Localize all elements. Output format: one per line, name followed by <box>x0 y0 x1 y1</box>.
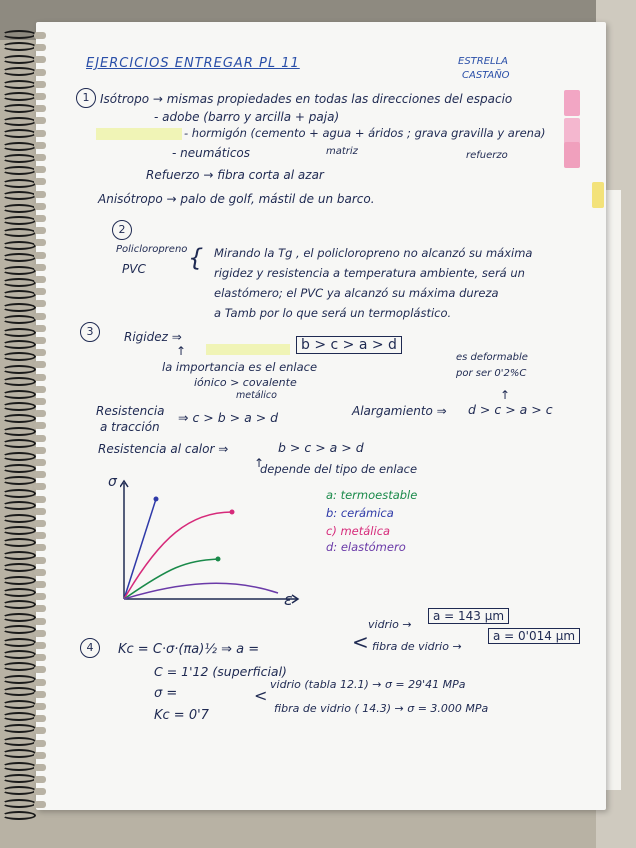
spiral-ring <box>2 638 36 647</box>
ex3-calor-order: b > c > a > d <box>278 440 364 455</box>
ex4-kc-line: Kc = 0'7 <box>154 708 209 723</box>
spiral-ring <box>2 427 36 436</box>
exercise-number-4: 4 <box>80 638 100 658</box>
ex3-resist-label-2: a tracción <box>100 420 160 434</box>
spiral-ring <box>2 700 36 709</box>
spiral-ring <box>2 402 36 411</box>
ex4-vidrio-label: vidrio → <box>368 618 412 631</box>
ex3-rigidez-label: Rigidez ⇒ <box>124 330 182 344</box>
legend-c: c) metálica <box>326 524 391 538</box>
spiral-ring <box>2 166 36 175</box>
spiral-ring <box>2 80 36 89</box>
punch-hole <box>34 752 46 759</box>
punch-hole <box>34 166 46 173</box>
punch-hole <box>34 178 46 185</box>
spiral-ring <box>2 266 36 275</box>
punch-hole <box>34 496 46 503</box>
punch-hole <box>34 801 46 808</box>
highlight-mark <box>96 128 182 140</box>
punch-hole <box>34 483 46 490</box>
spiral-ring <box>2 774 36 783</box>
punch-hole <box>34 203 46 210</box>
punch-hole <box>34 288 46 295</box>
spiral-ring <box>2 551 36 560</box>
punch-hole <box>34 337 46 344</box>
spiral-ring <box>2 737 36 746</box>
spiral-ring <box>2 687 36 696</box>
punch-hole <box>34 325 46 332</box>
ex3-resist-label-1: Resistencia <box>96 404 165 418</box>
punch-hole <box>34 227 46 234</box>
spiral-ring <box>2 377 36 386</box>
punch-hole <box>34 764 46 771</box>
punch-hole <box>34 691 46 698</box>
punch-hole <box>34 130 46 137</box>
punch-hole <box>34 459 46 466</box>
axis-label-x: ε <box>284 590 293 609</box>
sticky-tab-pink <box>564 90 580 116</box>
punch-hole <box>34 142 46 149</box>
punch-hole <box>34 398 46 405</box>
ex3-alarg-label: Alargamiento ⇒ <box>352 404 447 418</box>
ex1-refuerzo: Refuerzo → fibra corta al azar <box>146 168 324 182</box>
ex3-calor-note: depende del tipo de enlace <box>260 462 418 476</box>
spiral-ring <box>2 514 36 523</box>
spiral-ring <box>2 104 36 113</box>
spiral-ring <box>2 278 36 287</box>
spiral-ring <box>2 662 36 671</box>
spiral-ring <box>2 191 36 200</box>
spiral-ring <box>2 811 36 820</box>
spiral-ring <box>2 228 36 237</box>
punch-hole <box>34 435 46 442</box>
punch-hole <box>34 630 46 637</box>
punch-hole <box>34 422 46 429</box>
point-a-termoestable <box>216 557 221 562</box>
spiral-ring <box>2 414 36 423</box>
spiral-ring <box>2 613 36 622</box>
punch-hole <box>34 715 46 722</box>
ex3-deform-1: es deformable <box>456 352 528 363</box>
ex1-hormigon: - hormigón (cemento + agua + áridos ; grava gravilla y arena) <box>184 126 546 140</box>
arrow-up: ↑ <box>500 388 511 402</box>
ex3-note-3: metálico <box>236 390 277 401</box>
spiral-ring <box>2 328 36 337</box>
ex2-line-3: elastómero; el PVC ya alcanzó su máxima dureza <box>214 286 499 300</box>
spiral-ring <box>2 340 36 349</box>
punch-hole <box>34 44 46 51</box>
spiral-ring <box>2 253 36 262</box>
point-c-metalica <box>230 510 235 515</box>
punch-hole <box>34 386 46 393</box>
ex4-sigma-fibra: fibra de vidrio ( 14.3) → σ = 3.000 MPa <box>274 702 489 715</box>
spiral-ring <box>2 303 36 312</box>
punch-hole <box>34 727 46 734</box>
punch-hole <box>34 410 46 417</box>
spiral-ring <box>2 538 36 547</box>
punch-hole <box>34 520 46 527</box>
ex3-note-1: la importancia es el enlace <box>162 360 318 374</box>
punch-hole <box>34 776 46 783</box>
spiral-ring <box>2 179 36 188</box>
ex4-fibra-value: a = 0'014 μm <box>488 628 580 644</box>
spiral-ring <box>2 55 36 64</box>
ex4-sigma-vidrio: vidrio (tabla 12.1) → σ = 29'41 MPa <box>270 678 466 691</box>
punch-hole <box>34 361 46 368</box>
punch-hole <box>34 642 46 649</box>
punch-hole <box>34 300 46 307</box>
ex3-deform-2: por ser 0'2%C <box>456 368 527 379</box>
spiral-ring <box>2 501 36 510</box>
curve-a-termoestable <box>124 559 218 599</box>
spiral-ring <box>2 390 36 399</box>
highlight-mark <box>206 344 290 355</box>
punch-hole <box>34 666 46 673</box>
spiral-ring <box>2 439 36 448</box>
punch-hole <box>34 618 46 625</box>
ex3-resist-order: ⇒ c > b > a > d <box>178 410 279 425</box>
spiral-ring <box>2 30 36 39</box>
ex4-formula: Kc = C·σ·(πa)½ ⇒ a = <box>118 642 260 657</box>
spiral-ring <box>2 352 36 361</box>
punch-hole <box>34 593 46 600</box>
punch-hole <box>34 447 46 454</box>
label-matriz: matriz <box>326 146 358 157</box>
ex2-line-1: Mirando la Tg , el policloropreno no alcanzó su máxima <box>214 246 533 260</box>
ex2-line-4: a Tamb por lo que será un termoplástico. <box>214 306 452 320</box>
spiral-ring <box>2 762 36 771</box>
punch-hole <box>34 93 46 100</box>
ex4-sigma-line: σ = <box>154 686 178 701</box>
spiral-ring <box>2 315 36 324</box>
exercise-number-1: 1 <box>76 88 96 108</box>
ex1-anisotropo: Anisótropo → palo de golf, mástil de un barco. <box>98 192 375 206</box>
spiral-ring <box>2 799 36 808</box>
spiral-ring <box>2 476 36 485</box>
ex1-isotropo: Isótropo → mismas propiedades en todas las direcciones del espacio <box>100 92 513 106</box>
ex3-alarg-order: d > c > a > c <box>468 402 553 417</box>
spiral-ring <box>2 142 36 151</box>
sticky-tab-pink <box>564 142 580 168</box>
ex3-rigidez-order: b > c > a > d <box>296 336 402 354</box>
ex4-c-line: C = 1'12 (superficial) <box>154 664 287 679</box>
spiral-ring <box>2 67 36 76</box>
spiral-ring <box>2 712 36 721</box>
arrow-up: ↑ <box>254 456 265 470</box>
punch-hole <box>34 679 46 686</box>
punch-hole <box>34 191 46 198</box>
author-name: ESTRELLA <box>458 56 509 67</box>
curve-b-ceramica <box>124 499 156 599</box>
spiral-ring <box>2 464 36 473</box>
ex3-note-2: iónico > covalente <box>194 376 297 389</box>
spiral-ring <box>2 650 36 659</box>
spiral-ring <box>2 625 36 634</box>
legend-d: d: elastómero <box>326 540 406 554</box>
spiral-ring <box>2 290 36 299</box>
spiral-ring <box>2 563 36 572</box>
punch-hole <box>34 32 46 39</box>
label-refuerzo: refuerzo <box>466 150 508 161</box>
spiral-ring <box>2 365 36 374</box>
spiral-binding <box>0 30 36 830</box>
spiral-ring <box>2 489 36 498</box>
spiral-ring <box>2 452 36 461</box>
page-title: EJERCICIOS ENTREGAR PL 11 <box>86 56 300 71</box>
ex2-material-2: PVC <box>122 262 146 276</box>
spiral-ring <box>2 154 36 163</box>
punch-hole <box>34 654 46 661</box>
spiral-ring <box>2 42 36 51</box>
punch-hole <box>34 471 46 478</box>
brace-split: < <box>352 630 369 654</box>
punch-hole <box>34 569 46 576</box>
spiral-ring <box>2 526 36 535</box>
brace-split: < <box>254 686 268 705</box>
sticky-tab-yellow <box>592 182 604 208</box>
ex4-vidrio-value: a = 143 μm <box>428 608 509 624</box>
curve-d-elastomero <box>124 583 278 599</box>
spiral-ring <box>2 786 36 795</box>
spiral-ring <box>2 675 36 684</box>
spiral-ring <box>2 588 36 597</box>
ex1-neumaticos: - neumáticos <box>172 146 251 160</box>
spiral-ring <box>2 117 36 126</box>
ex2-line-2: rigidez y resistencia a temperatura ambiente, será un <box>214 266 525 280</box>
legend-b: b: cerámica <box>326 506 394 520</box>
axis-label-y: σ <box>108 474 117 490</box>
punch-hole <box>34 105 46 112</box>
stress-strain-graph <box>120 477 310 607</box>
punch-hole <box>34 313 46 320</box>
punch-hole <box>34 276 46 283</box>
punch-hole <box>34 56 46 63</box>
punch-hole <box>34 69 46 76</box>
arrow-up: ↑ <box>176 344 187 358</box>
spiral-ring <box>2 216 36 225</box>
punch-hole <box>34 264 46 271</box>
author-surname: CASTAÑO <box>462 70 510 81</box>
ex3-calor-label: Resistencia al calor ⇒ <box>98 442 229 456</box>
punch-hole <box>34 605 46 612</box>
punch-hole <box>34 788 46 795</box>
spiral-ring <box>2 576 36 585</box>
spiral-ring <box>2 600 36 609</box>
point-b-ceramica <box>154 497 159 502</box>
punch-hole <box>34 215 46 222</box>
punch-hole <box>34 349 46 356</box>
exercise-number-3: 3 <box>80 322 100 342</box>
punch-hole <box>34 154 46 161</box>
sticky-tab-pink <box>564 118 580 144</box>
ex2-material-1: Policloropreno <box>116 244 188 255</box>
spiral-ring <box>2 129 36 138</box>
spiral-ring <box>2 749 36 758</box>
punch-hole <box>34 117 46 124</box>
punch-hole <box>34 544 46 551</box>
brace: { <box>188 244 204 272</box>
punch-hole <box>34 703 46 710</box>
spiral-ring <box>2 92 36 101</box>
punch-hole <box>34 581 46 588</box>
spiral-ring <box>2 724 36 733</box>
ex4-fibra-label: fibra de vidrio → <box>372 640 462 653</box>
punch-hole <box>34 239 46 246</box>
punch-hole <box>34 374 46 381</box>
punch-hole <box>34 557 46 564</box>
punch-hole <box>34 81 46 88</box>
exercise-number-2: 2 <box>112 220 132 240</box>
punch-hole <box>34 508 46 515</box>
ex1-adobe: - adobe (barro y arcilla + paja) <box>154 110 340 124</box>
notebook-page <box>36 22 606 810</box>
legend-a: a: termoestable <box>326 488 418 502</box>
spiral-ring <box>2 204 36 213</box>
punch-hole <box>34 740 46 747</box>
spiral-ring <box>2 241 36 250</box>
punch-hole <box>34 252 46 259</box>
punch-hole <box>34 532 46 539</box>
